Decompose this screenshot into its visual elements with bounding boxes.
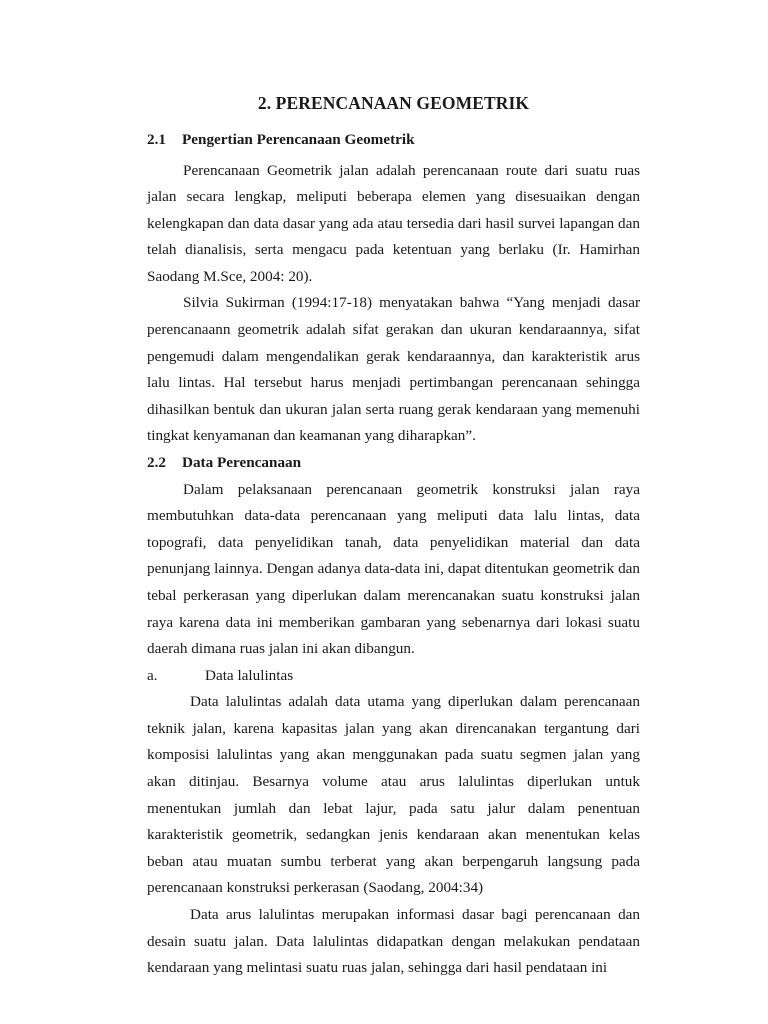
section-heading-2-2 bbox=[147, 450, 640, 477]
section-heading-2-1 bbox=[147, 127, 640, 154]
paragraph: Data arus lalulintas merupakan informasi dasar bagi perencanaan dan desain suatu jalan. Data lalulintas didapatkan dengan melakukan pendataan kendaraan yang melintasi suatu ruas jalan, sehingga dari hasil pendataan ini bbox=[147, 906, 640, 977]
paragraph: Perencanaan Geometrik jalan adalah perencanaan route dari suatu ruas jalan secara lengkap, meliputi beberapa elemen yang disesuaikan dengan kelengkapan dan data dasar yang ada atau tersedia dari hasil survei lapangan dan telah dianalisis, serta mengacu pada ketentuan yang berlaku (Ir. Hamirhan Saodang M.Sce, 2004: 20). bbox=[147, 161, 640, 285]
list-marker: a. bbox=[147, 666, 158, 684]
section-number: 2.2 bbox=[147, 454, 166, 472]
section-title: Pengertian Perencanaan Geometrik bbox=[182, 131, 415, 148]
list-item-heading bbox=[147, 663, 640, 690]
document-page bbox=[147, 90, 640, 982]
paragraph: Data lalulintas adalah data utama yang diperlukan dalam perencanaan teknik jalan, karena kapasitas jalan yang akan direncanakan tergantung dari komposisi lalulintas yang akan menggunakan pada suatu segmen jalan yang akan ditinjau. Besarnya volume atau arus lalulintas diperlukan untuk menentukan jumlah dan lebat lajur, pada satu jalur dalam penentuan karakteristik geometrik, sedangkan jenis kendaraan akan menentukan kelas beban atau muatan sumbu terberat yang akan berpengaruh langsung pada perencanaan konstruksi perkerasan (Saodang, 2004:34) bbox=[147, 693, 640, 897]
paragraph: Dalam pelaksanaan perencanaan geometrik konstruksi jalan raya membutuhkan data-data perencanaan yang meliputi data lalu lintas, data topografi, data penyelidikan tanah, data penyelidikan material dan data penunjang lainnya. Dengan adanya data-data ini, dapat ditentukan geometrik dan tebal perkerasan yang diperlukan dalam merencanakan suatu konstruksi jalan raya karena data ini memberikan gambaran yang sebenarnya dari lokasi suatu daerah dimana ruas jalan ini akan dibangun. bbox=[147, 480, 640, 658]
paragraph: Silvia Sukirman (1994:17-18) menyatakan bahwa “Yang menjadi dasar perencanaann geometrik adalah sifat gerakan dan ukuran kendaraannya, sifat pengemudi dalam mengendalikan gerak kendaraannya, dan karakteristik arus lalu lintas. Hal tersebut harus menjadi pertimbangan perencanaan sehingga dihasilkan bentuk dan ukuran jalan serta ruang gerak kendaraan yang memenuhi tingkat kenyamanan dan keamanan yang diharapkan”. bbox=[147, 294, 640, 445]
section-number: 2.1 bbox=[147, 131, 166, 148]
list-item-title: Data lalulintas bbox=[205, 666, 294, 684]
chapter-title: 2. PERENCANAAN GEOMETRIK bbox=[257, 93, 530, 113]
section-title: Data Perencanaan bbox=[182, 454, 302, 472]
